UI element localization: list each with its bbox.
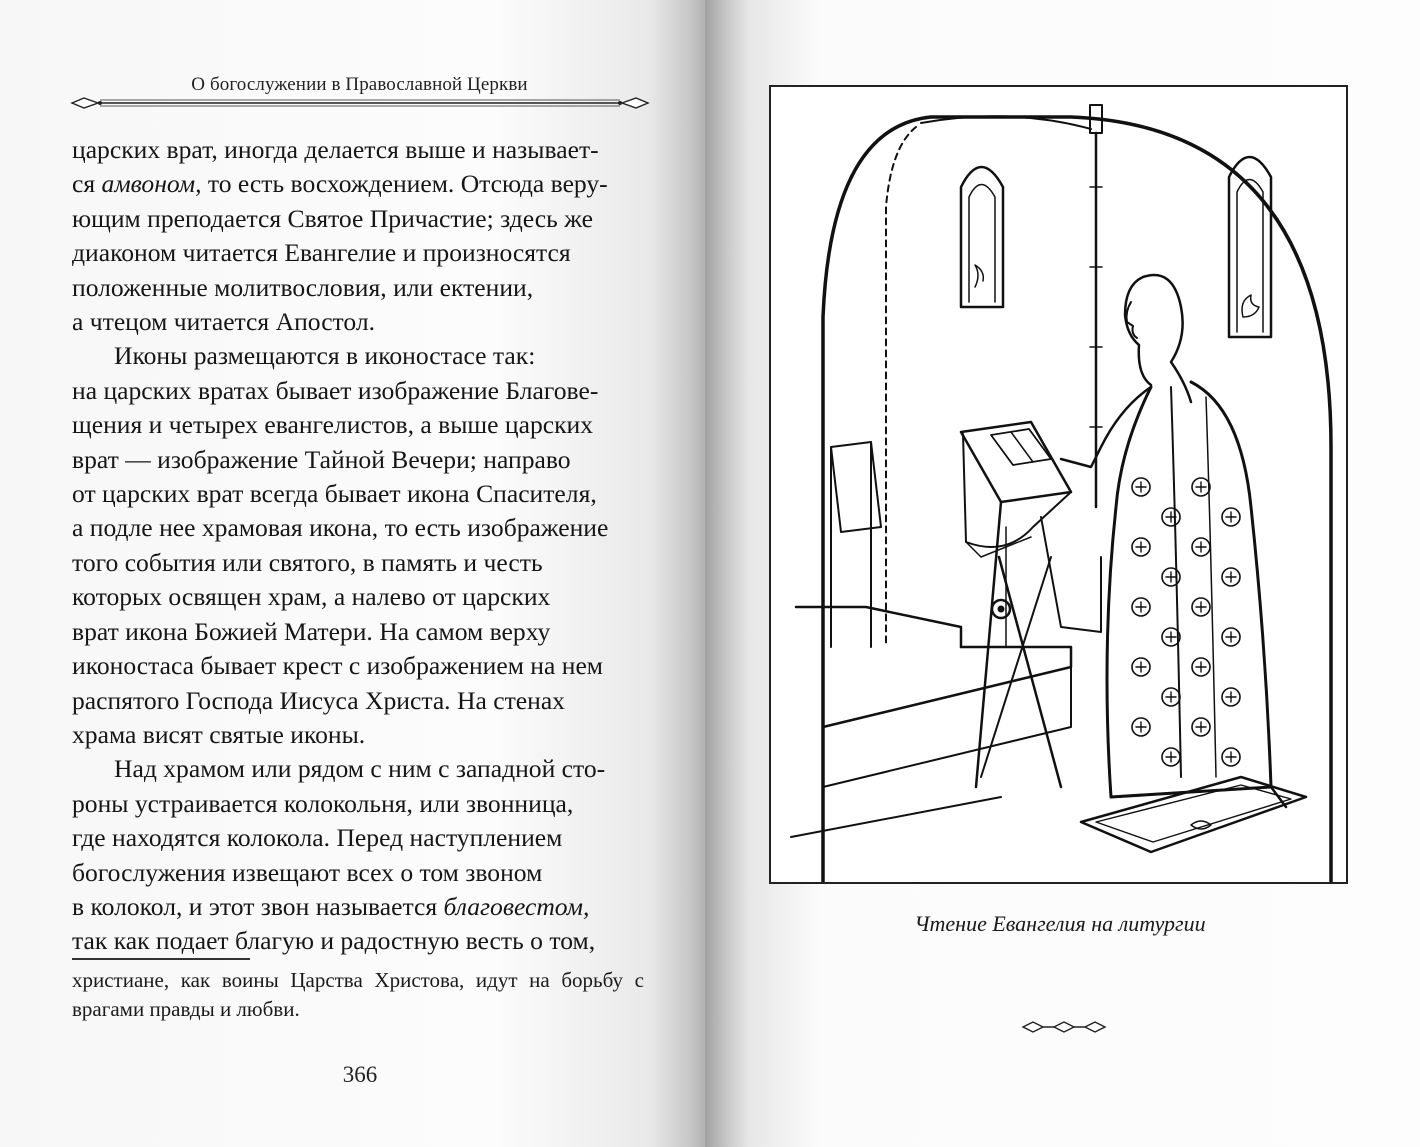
text-run: так как подает благую и радостную весть о том, [72,926,596,956]
figure-caption: Чтение Евангелия на литургии [914,911,1206,936]
text-run: где находятся колокола. Перед наступлением [72,823,563,853]
text-run: ся [72,169,102,199]
text-run: того события или святого, в память и честь [72,547,543,577]
text-run: диаконом читается Евангелие и произносятся [72,238,571,268]
text-run: богослужения извещают всех о том звоном [72,857,543,887]
text-run: врат икона Божией Матери. На самом верху [72,616,551,646]
text-run: то есть восхождением. Отсюда веру- [201,169,608,199]
text-run: от царских врат всегда бывает икона Спасителя, [72,479,597,509]
text-run: на царских вратах бывает изображение Благове- [72,375,599,405]
text-run: Иконы размещаются в иконостасе так: [114,341,536,371]
text-run: храма висят святые иконы. [72,719,366,749]
text-run: а чтецом читается Апостол. [72,307,376,337]
end-ornament [1021,1019,1107,1035]
main-text-body [72,133,644,959]
ornamental-header-rule [70,95,650,111]
page-number: 366 [342,1062,378,1087]
footnote-text: христиане, как воины Царства Христова, идут на борьбу с врагами правды и любви. [72,968,644,1021]
text-run: щения и четырех евангелистов, а выше царских [72,410,594,440]
book-gutter-shadow [650,0,750,1147]
body-paragraph [72,133,644,339]
text-run: которых освящен храм, а налево от царских [72,582,551,612]
text-run: царских врат, иногда делается выше и называет- [72,135,599,164]
text-run: а подле нее храмовая икона, то есть изображение [72,513,609,543]
running-head: О богослужении в Православной Церкви [191,74,528,95]
text-run: в колокол, и этот звон называется [72,891,444,921]
text-run: иконостаса бывает крест с изображением на нем [72,651,603,681]
text-run: врат — изображение Тайной Вечери; направо [72,444,571,474]
body-paragraph [72,339,644,752]
text-run: ющим преподается Святое Причастие; здесь же [72,203,593,233]
text-run: роны устраивается колокольня, или звонница, [72,788,574,818]
gospel-reading-illustration [771,87,1346,882]
italic-term: благовестом, [443,891,590,921]
text-run: положенные молитвословия, или ектении, [72,272,534,302]
body-paragraph [72,752,644,958]
footnote-separator [72,958,250,960]
illustration-frame [769,85,1348,884]
text-run: Над храмом или рядом с ним с западной сто- [114,754,606,784]
text-run: распятого Господа Иисуса Христа. На стенах [72,685,565,715]
italic-term: амвоном, [101,169,202,199]
